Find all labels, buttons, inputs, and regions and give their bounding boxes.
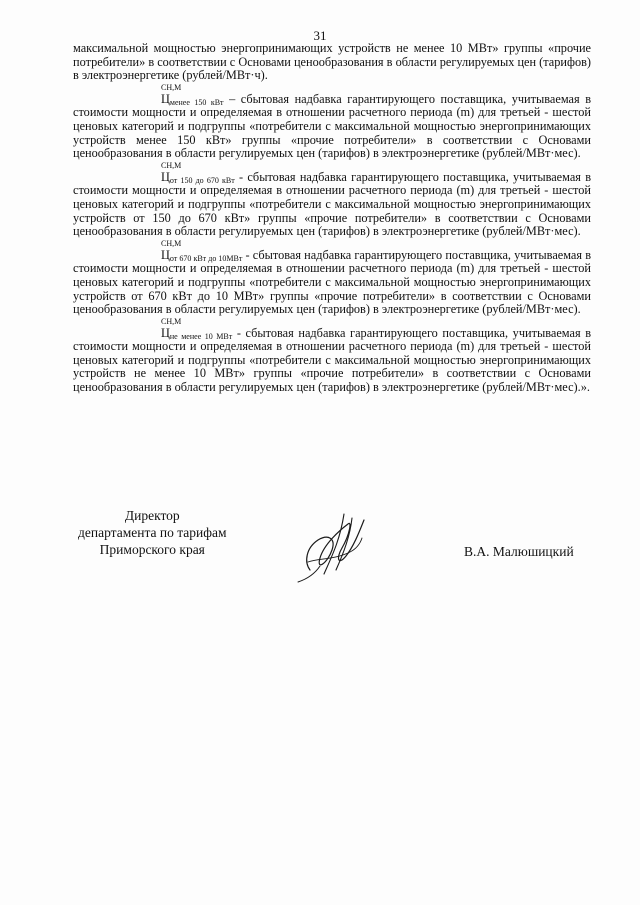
formula-symbol: Ц СН,М от 150 до 670 кВт: [117, 170, 235, 184]
handwritten-signature: [290, 500, 372, 588]
definition-paragraph: [73, 82, 591, 161]
formula-superscript: СН,М: [161, 160, 182, 170]
definition-text: - сбытовая надбавка гарантирующего поставщика, учитываемая в стоимости мощности и определяемая в отношении расчетного периода (m) для третьей - шестой ценовых категорий и подгруппы «потребители с максимальной мощностью энергопринимающих устройств от 670 кВт до 10 МВт» группы «прочие потребители» в соответствии с Основами ценообразования в области регулируемых цен (тарифов) в электроэнергетике (рублей/МВт·мес).: [73, 247, 592, 317]
formula-superscript: СН,М: [161, 82, 182, 92]
formula-symbol: Ц СН,М не менее 10 МВт: [117, 326, 232, 340]
signatory-title-line: Приморского края: [99, 542, 205, 557]
formula-subscript: от 150 до 670 кВт: [169, 175, 235, 185]
page-number: 31: [313, 28, 327, 43]
formula-subscript: менее 150 кВт: [169, 97, 224, 107]
formula-superscript: СН,М: [161, 316, 182, 326]
intro-paragraph: максимальной мощностью энергопринимающих устройств не менее 10 МВт» группы «прочие потребители» в соответствии с Основами ценообразования в области регулируемых цен (тарифов) в электроэнергетике (рублей/МВт·ч).: [73, 41, 591, 83]
signer-name: В.А. Малюшицкий: [464, 544, 574, 559]
definition-text: – сбытовая надбавка гарантирующего поставщика, учитываемая в стоимости мощности и определяемая в отношении расчетного периода (m) для третьей - шестой ценовых категорий и подгруппы «потребители с максимальной мощностью энергопринимающих устройств менее 150 кВт» группы «прочие потребители» в соответствии с Основами ценообразования в области регулируемых цен (тарифов) в электроэнергетике (рублей/МВт·мес).: [73, 91, 591, 161]
definition-paragraph: [73, 160, 592, 239]
formula-symbol: Ц СН,М менее 150 кВт: [117, 92, 224, 106]
formula-symbol: Ц СН,М от 670 кВт до 10МВт: [117, 248, 242, 262]
definition-text: - сбытовая надбавка гарантирующего поставщика, учитываемая в стоимости мощности и определяемая в отношении расчетного периода (m) для третьей - шестой ценовых категорий и подгруппы «потребители с максимальной мощностью энергопринимающих устройств от 150 до 670 кВт» группы «прочие потребители» в соответствии с Основами ценообразования в области регулируемых цен (тарифов) в электроэнергетике (рублей/МВт·мес).: [73, 169, 592, 239]
definition-paragraph: [73, 316, 592, 395]
document-body: [73, 42, 591, 395]
formula-superscript: СН,М: [161, 238, 182, 248]
definition-text: - сбытовая надбавка гарантирующего поставщика, учитываемая в стоимости мощности и определяемая в отношении расчетного периода (m) для третьей - шестой ценовых категорий и подгруппы «потребители с максимальной мощностью энергопринимающих устройств не менее 10 МВт» группы «прочие потребители» в соответствии с Основами ценообразования в области регулируемых цен (тарифов) в электроэнергетике (рублей/МВт·мес).».: [73, 325, 592, 395]
signatory-title: [78, 507, 227, 558]
formula-subscript: не менее 10 МВт: [169, 331, 233, 341]
signatory-title-line: Директор: [124, 508, 180, 523]
formula-subscript: от 670 кВт до 10МВт: [169, 253, 243, 263]
definition-paragraph: [73, 238, 592, 317]
signatory-title-line: департамента по тарифам: [78, 525, 227, 540]
